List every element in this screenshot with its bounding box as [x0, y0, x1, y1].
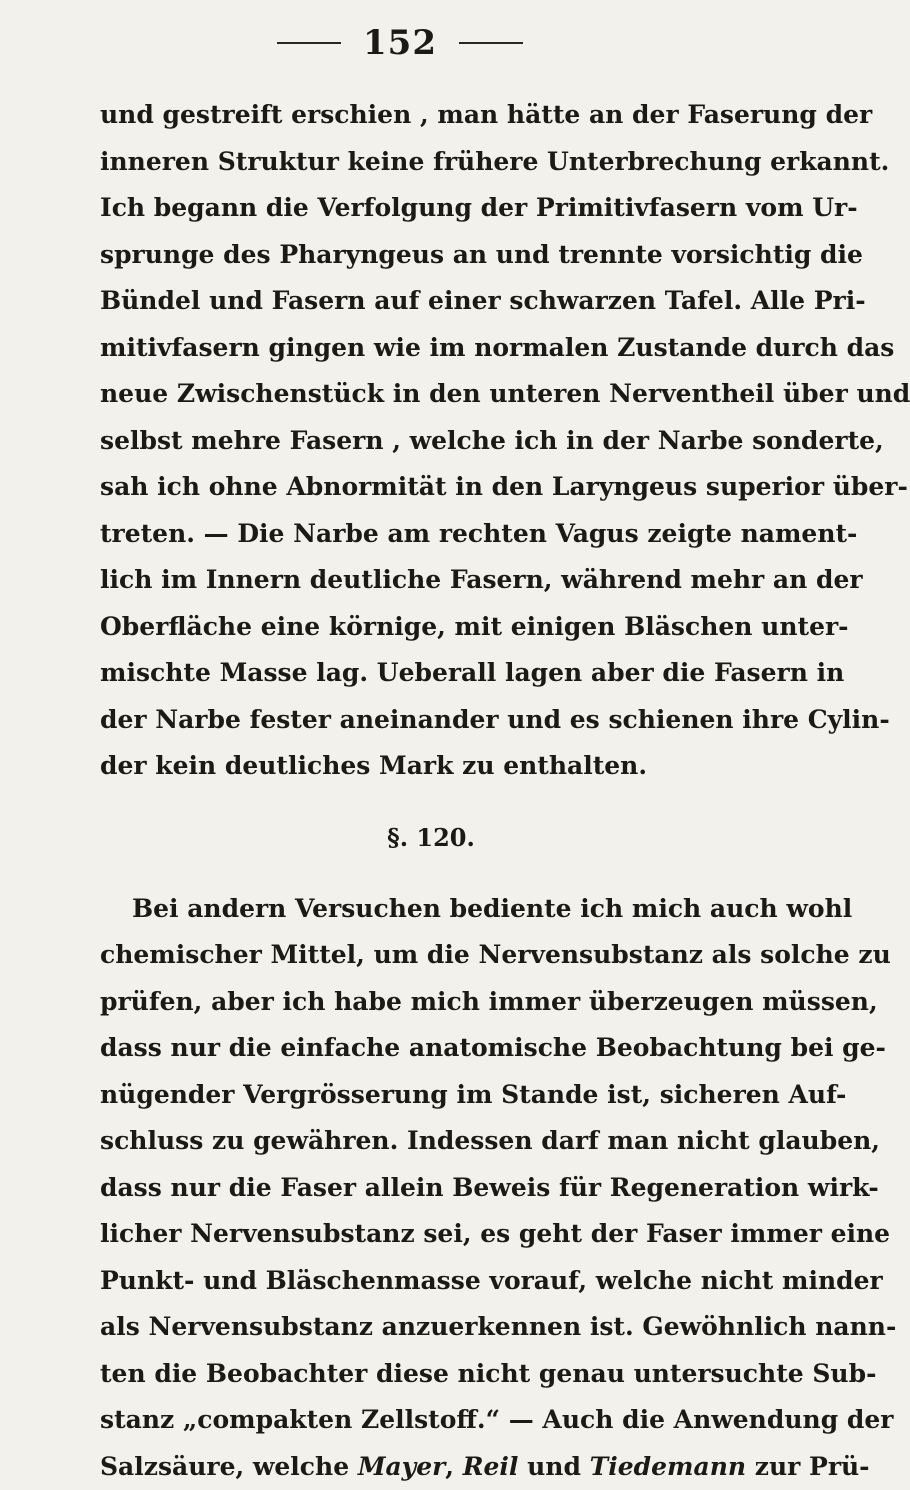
author-name: Mayer — [358, 1452, 445, 1481]
text-segment: , — [445, 1452, 462, 1481]
header-rule-right — [459, 42, 523, 44]
page-header — [0, 18, 800, 68]
text-line: der kein deutliches Mark zu enthalten. — [100, 743, 762, 790]
text-line: treten. — Die Narbe am rechten Vagus zeigte nament- — [100, 511, 762, 558]
text-segment: und — [518, 1452, 589, 1481]
text-line: mitivfasern gingen wie im normalen Zustande durch das — [100, 325, 762, 372]
text-line: dass nur die Faser allein Beweis für Regeneration wirk- — [100, 1165, 762, 1212]
text-line: stanz „compakten Zellstoff.“ — Auch die Anwendung der — [100, 1397, 762, 1444]
page-number: 152 — [363, 23, 437, 63]
section-heading: §. 120. — [100, 790, 762, 886]
text-line: und gestreift erschien , man hätte an der Faserung der — [100, 92, 762, 139]
text-line: ten die Beobachter diese nicht genau untersuchte Sub- — [100, 1351, 762, 1398]
author-name: Reil — [463, 1452, 519, 1481]
text-line-final — [100, 1444, 762, 1490]
text-line: inneren Struktur keine frühere Unterbrechung erkannt. — [100, 139, 762, 186]
text-line: lich im Innern deutliche Fasern, während mehr an der — [100, 557, 762, 604]
text-line: nügender Vergrösserung im Stande ist, sicheren Auf- — [100, 1072, 762, 1119]
text-line: licher Nervensubstanz sei, es geht der Faser immer eine — [100, 1211, 762, 1258]
text-line: prüfen, aber ich habe mich immer überzeugen müssen, — [100, 979, 762, 1026]
author-name: Tiedemann — [590, 1452, 746, 1481]
text-line: chemischer Mittel, um die Nervensubstanz als solche zu — [100, 932, 762, 979]
body-text — [100, 92, 762, 1490]
text-line: als Nervensubstanz anzuerkennen ist. Gewöhnlich nann- — [100, 1304, 762, 1351]
text-line: Bei andern Versuchen bediente ich mich auch wohl — [100, 886, 762, 933]
text-line: dass nur die einfache anatomische Beobachtung bei ge- — [100, 1025, 762, 1072]
text-line: selbst mehre Fasern , welche ich in der Narbe sonderte, — [100, 418, 762, 465]
text-line: Ich begann die Verfolgung der Primitivfasern vom Ur- — [100, 185, 762, 232]
text-segment: zur Prü- — [746, 1452, 869, 1481]
paragraph-2 — [100, 886, 762, 1490]
text-line: der Narbe fester aneinander und es schienen ihre Cylin- — [100, 697, 762, 744]
text-line: sprunge des Pharyngeus an und trennte vorsichtig die — [100, 232, 762, 279]
text-line: mischte Masse lag. Ueberall lagen aber die Fasern in — [100, 650, 762, 697]
text-line: sah ich ohne Abnormität in den Laryngeus superior über- — [100, 464, 762, 511]
text-line: Bündel und Fasern auf einer schwarzen Tafel. Alle Pri- — [100, 278, 762, 325]
text-line: neue Zwischenstück in den unteren Nerventheil über und — [100, 371, 762, 418]
text-line: Oberfläche eine körnige, mit einigen Bläschen unter- — [100, 604, 762, 651]
text-line: schluss zu gewähren. Indessen darf man nicht glauben, — [100, 1118, 762, 1165]
text-line: Punkt- und Bläschenmasse vorauf, welche nicht minder — [100, 1258, 762, 1305]
paragraph-1 — [100, 92, 762, 790]
text-segment: Salzsäure, welche — [100, 1452, 358, 1481]
header-rule-left — [277, 42, 341, 44]
